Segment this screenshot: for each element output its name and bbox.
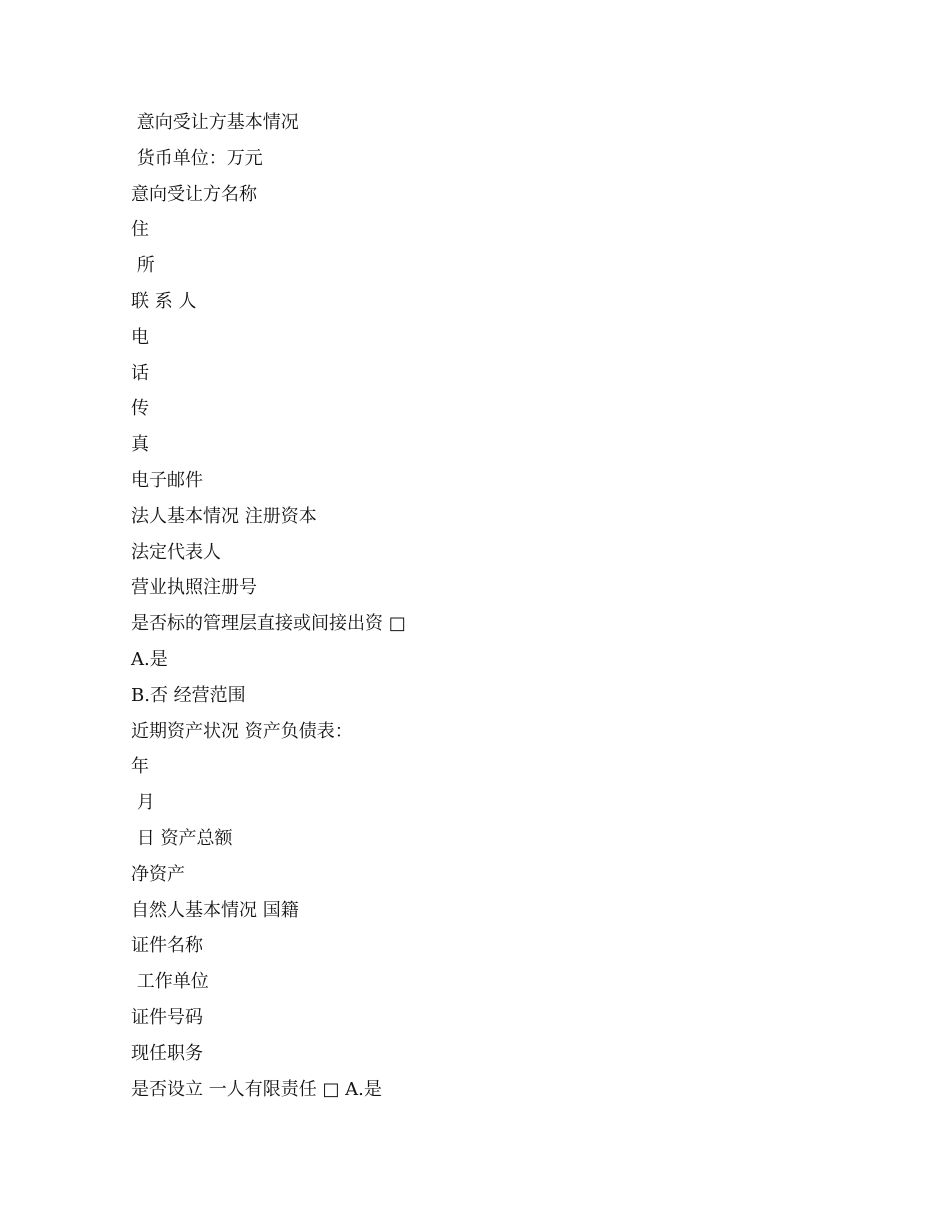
date-day-total-assets: 日 资产总额 xyxy=(131,827,233,849)
field-email: 电子邮件 xyxy=(131,469,203,491)
field-fax-part1: 传 xyxy=(131,398,149,420)
field-current-position: 现任职务 xyxy=(131,1042,203,1064)
date-year: 年 xyxy=(131,756,149,778)
date-month: 月 xyxy=(131,792,155,814)
field-address-part1: 住 xyxy=(131,219,149,241)
field-phone-part1: 电 xyxy=(131,326,149,348)
field-phone-part2: 话 xyxy=(131,362,149,384)
field-work-unit: 工作单位 xyxy=(131,971,209,993)
option-yes: A.是 xyxy=(131,648,168,670)
field-legal-entity-registered-capital: 法人基本情况 注册资本 xyxy=(131,505,317,527)
field-one-person-llc: 是否设立 一人有限责任 □ A.是 xyxy=(131,1078,382,1100)
option-no-business-scope: B.否 经营范围 xyxy=(131,684,246,706)
field-id-document-name: 证件名称 xyxy=(131,935,203,957)
field-id-number: 证件号码 xyxy=(131,1006,203,1028)
field-address-part2: 所 xyxy=(131,255,155,277)
currency-unit: 货币单位：万元 xyxy=(131,147,263,169)
field-legal-representative: 法定代表人 xyxy=(131,541,221,563)
field-natural-person-nationality: 自然人基本情况 国籍 xyxy=(131,899,299,921)
document-body xyxy=(131,110,831,1112)
field-net-assets: 净资产 xyxy=(131,863,185,885)
field-business-license-number: 营业执照注册号 xyxy=(131,577,257,599)
field-management-investment: 是否标的管理层直接或间接出资 □ xyxy=(131,613,406,635)
field-transferee-name: 意向受让方名称 xyxy=(131,183,257,205)
section-title-transferee-info: 意向受让方基本情况 xyxy=(131,112,299,133)
field-fax-part2: 真 xyxy=(131,434,149,456)
field-contact-person: 联 系 人 xyxy=(131,290,197,312)
field-recent-assets-balance-sheet: 近期资产状况 资产负债表： xyxy=(131,720,353,742)
